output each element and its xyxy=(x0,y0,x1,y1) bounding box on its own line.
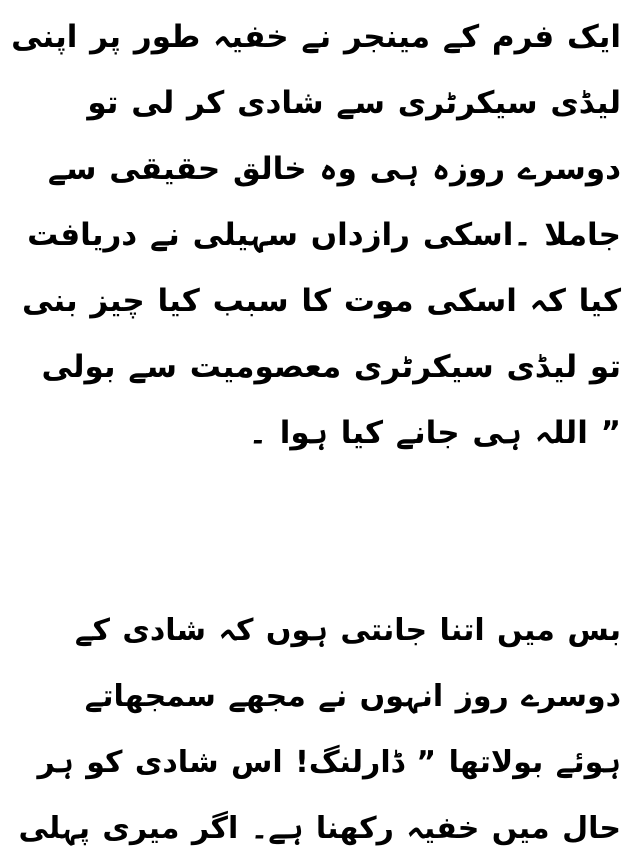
text-line: ” اللہ ہی جانے کیا ہوا ۔ xyxy=(248,415,621,451)
text-line: ہوئے بولاتھا ” ڈارلنگ! اس شادی کو ہر xyxy=(37,745,621,780)
text-line: دوسرے روزہ ہی وہ خالق حقیقی سے xyxy=(47,151,621,187)
paragraph-2 xyxy=(12,598,621,862)
text-line: تو لیڈی سیکرٹری معصومیت سے بولی xyxy=(41,349,621,385)
text-line: بس میں اتنا جانتی ہوں کہ شادی کے xyxy=(74,613,621,648)
paragraph-1 xyxy=(12,4,621,466)
text-line: جاملا ۔اسکی رازداں سہیلی نے دریافت xyxy=(27,217,621,253)
text-line: لیڈی سیکرٹری سے شادی کر لی تو xyxy=(87,85,621,121)
text-line: دوسرے روز انہوں نے مجھے سمجھاتے xyxy=(84,679,621,714)
paragraph-spacer xyxy=(12,466,621,598)
text-line: کیا کہ اسکی موت کا سبب کیا چیز بنی xyxy=(21,283,621,319)
text-line: حال میں خفیہ رکھنا ہے۔ اگر میری پہلی xyxy=(18,811,621,846)
text-line: ایک فرم کے مینجر نے خفیہ طور پر اپنی xyxy=(11,19,621,55)
